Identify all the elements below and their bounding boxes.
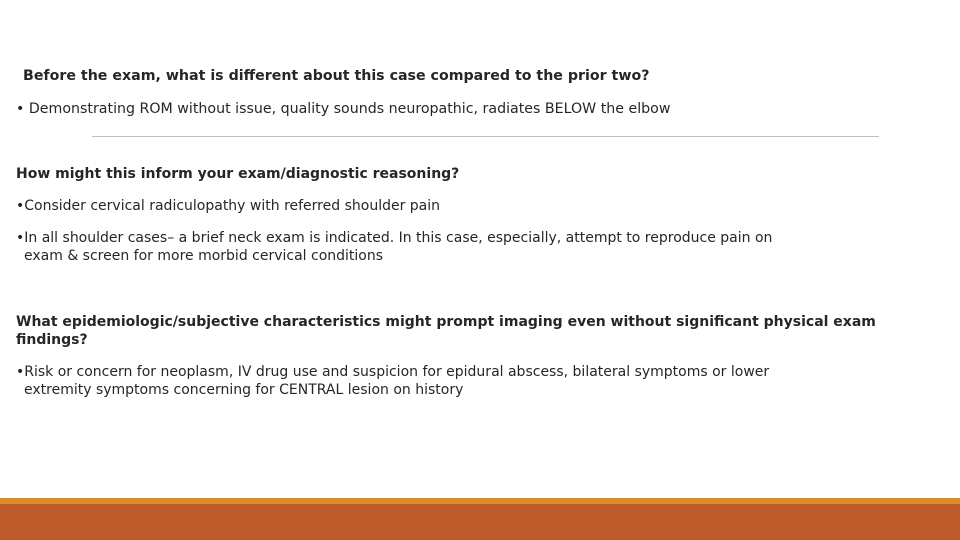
question-prior-cases: Before the exam, what is different about this case compared to the prior two?: [23, 68, 650, 84]
bullet-red-flags-line2: extremity symptoms concerning for CENTRAL lesion on history: [24, 382, 464, 398]
question-imaging-line2: findings?: [16, 332, 88, 348]
bullet-neck-exam: [16, 229, 916, 265]
bullet-red-flags-line1: •Risk or concern for neoplasm, IV drug use and suspicion for epidural abscess, bilateral symptoms or lower: [16, 364, 770, 380]
bullet-neck-exam-line1: •In all shoulder cases– a brief neck exam is indicated. In this case, especially, attempt to reproduce pain on: [16, 230, 773, 246]
bullet-rom-neuropathic: • Demonstrating ROM without issue, quality sounds neuropathic, radiates BELOW the elbow: [16, 101, 671, 117]
bullet-neck-exam-line2: exam & screen for more morbid cervical conditions: [24, 248, 384, 264]
divider-line: [92, 136, 879, 137]
question-imaging-characteristics: [16, 313, 916, 349]
bullet-cervical-radiculopathy: •Consider cervical radiculopathy with referred shoulder pain: [16, 198, 441, 214]
question-exam-reasoning: How might this inform your exam/diagnostic reasoning?: [16, 166, 460, 182]
footer-band: [0, 504, 960, 540]
bullet-red-flags: [16, 363, 916, 399]
question-imaging-line1: What epidemiologic/subjective characteristics might prompt imaging even without significant physical exam: [16, 314, 876, 330]
